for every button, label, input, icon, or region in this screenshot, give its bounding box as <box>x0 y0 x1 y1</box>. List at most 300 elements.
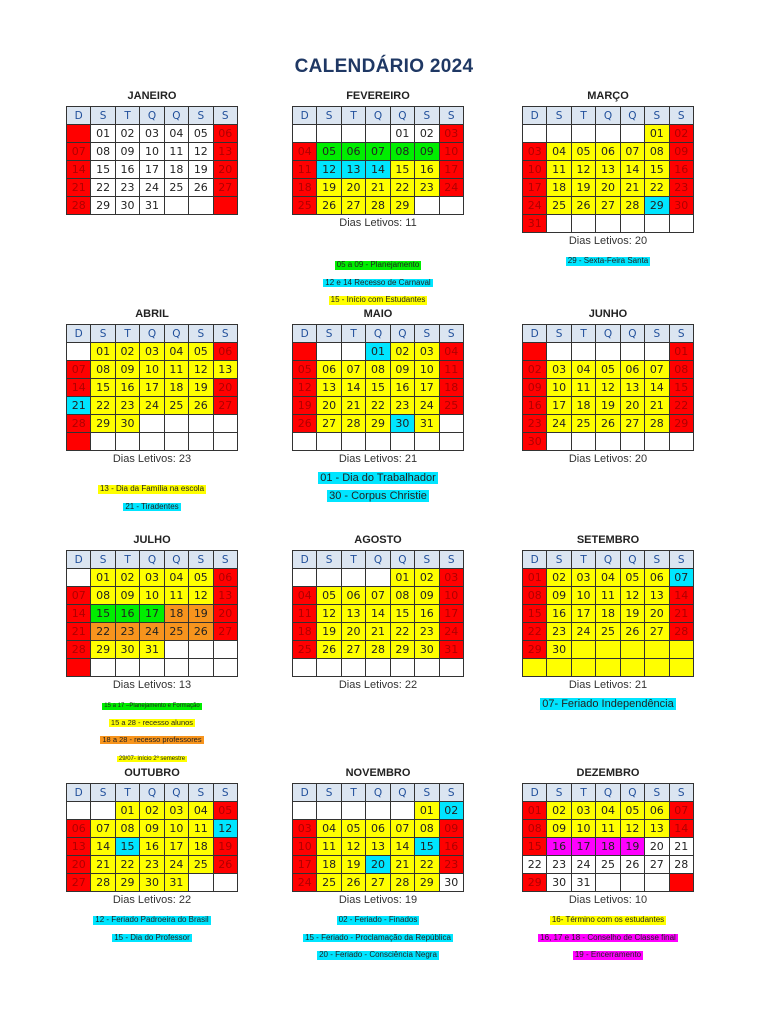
day-cell: 14 <box>390 838 414 856</box>
day-cell: 13 <box>213 143 237 161</box>
day-cell <box>645 215 669 233</box>
day-cell: 16 <box>439 838 463 856</box>
day-cell: 06 <box>341 143 365 161</box>
dias-letivos: Dias Letivos: 20 <box>568 235 648 247</box>
month-table <box>66 324 238 451</box>
weekday-header-row <box>67 551 238 569</box>
day-cell: 04 <box>547 143 571 161</box>
month-name: JUNHO <box>588 308 628 320</box>
day-cell: 08 <box>115 820 139 838</box>
day-cell: 08 <box>91 587 115 605</box>
day-cell: 31 <box>140 641 164 659</box>
legend-note: 20 - Feriado - Consciência Negra <box>319 950 437 960</box>
day-cell: 27 <box>620 415 644 433</box>
month-name: AGOSTO <box>354 534 402 546</box>
day-cell: 02 <box>140 802 164 820</box>
week-row <box>293 161 464 179</box>
day-cell: 18 <box>571 397 595 415</box>
day-cell: 18 <box>189 838 213 856</box>
day-cell <box>317 569 341 587</box>
day-cell: 24 <box>571 623 595 641</box>
week-row <box>523 125 694 143</box>
day-cell <box>439 433 463 451</box>
day-cell <box>620 433 644 451</box>
weekday-header: S <box>669 325 693 343</box>
day-cell: 05 <box>213 802 237 820</box>
day-cell: 28 <box>390 874 414 892</box>
day-cell: 30 <box>115 415 139 433</box>
day-cell: 24 <box>164 856 188 874</box>
day-cell: 18 <box>547 179 571 197</box>
weekday-header: S <box>189 784 213 802</box>
day-cell: 17 <box>571 838 595 856</box>
week-row <box>293 415 464 433</box>
day-cell: 05 <box>571 143 595 161</box>
day-cell: 26 <box>189 397 213 415</box>
day-cell <box>189 641 213 659</box>
day-cell: 01 <box>669 343 693 361</box>
week-row <box>67 179 238 197</box>
day-cell <box>439 415 463 433</box>
day-cell: 04 <box>317 820 341 838</box>
month-notes <box>522 909 694 962</box>
day-cell: 13 <box>620 379 644 397</box>
day-cell: 16 <box>115 379 139 397</box>
day-cell: 14 <box>67 379 91 397</box>
day-cell: 30 <box>115 197 139 215</box>
weekday-header: Q <box>366 107 390 125</box>
day-cell: 05 <box>317 143 341 161</box>
legend-note: 15 - Feriado - Proclamação da República <box>305 932 451 942</box>
day-cell: 15 <box>366 379 390 397</box>
day-cell <box>213 433 237 451</box>
weekday-header: D <box>293 325 317 343</box>
day-cell <box>645 659 669 677</box>
day-cell: 10 <box>439 143 463 161</box>
legend-note: 15 a 17 –Planejamento e Formação <box>104 703 200 709</box>
week-row <box>523 838 694 856</box>
day-cell <box>366 569 390 587</box>
legend-note: 12 - Feriado Padroeira do Brasil <box>95 915 209 924</box>
weekday-header: Q <box>596 107 620 125</box>
day-cell <box>645 874 669 892</box>
day-cell: 06 <box>341 587 365 605</box>
day-cell: 13 <box>366 838 390 856</box>
day-cell <box>547 343 571 361</box>
day-cell <box>620 215 644 233</box>
day-cell: 07 <box>91 820 115 838</box>
day-cell: 14 <box>645 379 669 397</box>
legend-note: 12 e 14 Recesso de Carnaval <box>325 277 431 287</box>
week-row <box>293 125 464 143</box>
week-row <box>293 874 464 892</box>
month-name: JANEIRO <box>127 90 177 102</box>
day-cell: 27 <box>366 874 390 892</box>
day-cell: 12 <box>620 587 644 605</box>
day-cell: 14 <box>366 161 390 179</box>
day-cell: 13 <box>596 161 620 179</box>
month-table <box>522 783 694 892</box>
weekday-header: S <box>669 551 693 569</box>
day-cell: 26 <box>317 641 341 659</box>
week-row <box>523 379 694 397</box>
month-name: OUTUBRO <box>124 767 180 779</box>
day-cell: 25 <box>164 397 188 415</box>
weekday-header: Q <box>390 107 414 125</box>
day-cell: 02 <box>523 361 547 379</box>
day-cell: 01 <box>91 125 115 143</box>
day-cell: 01 <box>390 125 414 143</box>
day-cell: 20 <box>645 838 669 856</box>
day-cell <box>317 125 341 143</box>
day-cell: 09 <box>547 820 571 838</box>
day-cell: 16 <box>115 161 139 179</box>
day-cell <box>620 343 644 361</box>
weekday-header: Q <box>366 551 390 569</box>
weekday-header-row <box>67 107 238 125</box>
day-cell: 01 <box>390 569 414 587</box>
month-notes <box>522 250 694 268</box>
week-row <box>523 161 694 179</box>
week-row <box>523 397 694 415</box>
dias-letivos: Dias Letivos: 19 <box>338 894 418 906</box>
day-cell: 04 <box>189 802 213 820</box>
day-cell: 31 <box>164 874 188 892</box>
week-row <box>293 605 464 623</box>
weekday-header: D <box>293 784 317 802</box>
day-cell: 02 <box>390 343 414 361</box>
day-cell: 25 <box>547 197 571 215</box>
week-row <box>293 659 464 677</box>
day-cell: 04 <box>596 569 620 587</box>
legend-note: 15 a 28 - recesso alunos <box>110 717 194 727</box>
day-cell: 05 <box>189 125 213 143</box>
day-cell: 10 <box>415 361 439 379</box>
legend-note: 30 - Corpus Christie <box>329 489 427 502</box>
day-cell: 30 <box>439 874 463 892</box>
day-cell: 03 <box>571 802 595 820</box>
legend-note: 29 - Sexta-Feira Santa <box>567 256 649 265</box>
day-cell <box>189 874 213 892</box>
day-cell: 16 <box>669 161 693 179</box>
day-cell <box>317 802 341 820</box>
day-cell: 31 <box>415 415 439 433</box>
day-cell: 30 <box>669 197 693 215</box>
day-cell <box>341 343 365 361</box>
legend-note: 15 - Dia do Professor <box>114 932 190 942</box>
day-cell <box>415 659 439 677</box>
weekday-header: Q <box>164 107 188 125</box>
day-cell: 16 <box>390 379 414 397</box>
day-cell: 20 <box>213 379 237 397</box>
day-cell: 23 <box>115 397 139 415</box>
day-cell: 28 <box>669 623 693 641</box>
weekday-header: S <box>439 551 463 569</box>
day-cell: 22 <box>91 397 115 415</box>
day-cell: 01 <box>115 802 139 820</box>
month-name: NOVEMBRO <box>345 767 411 779</box>
day-cell: 07 <box>390 820 414 838</box>
day-cell: 23 <box>115 623 139 641</box>
weekday-header: S <box>317 325 341 343</box>
weekday-header: T <box>115 784 139 802</box>
day-cell <box>669 641 693 659</box>
day-cell: 17 <box>547 397 571 415</box>
weekday-header: S <box>317 551 341 569</box>
day-cell: 06 <box>645 569 669 587</box>
day-cell <box>341 433 365 451</box>
week-row <box>293 623 464 641</box>
day-cell: 31 <box>571 874 595 892</box>
week-row <box>67 659 238 677</box>
week-row <box>293 433 464 451</box>
day-cell: 19 <box>189 161 213 179</box>
day-cell: 08 <box>366 361 390 379</box>
day-cell: 17 <box>439 605 463 623</box>
day-cell: 24 <box>571 856 595 874</box>
legend-note: 01 - Dia do Trabalhador <box>320 472 436 484</box>
day-cell <box>140 415 164 433</box>
week-row <box>67 397 238 415</box>
weekday-header-row <box>67 325 238 343</box>
day-cell: 14 <box>366 605 390 623</box>
day-cell: 06 <box>620 361 644 379</box>
day-cell: 21 <box>390 856 414 874</box>
day-cell: 30 <box>115 641 139 659</box>
weekday-header: Q <box>140 325 164 343</box>
day-cell: 17 <box>439 161 463 179</box>
day-cell: 13 <box>213 361 237 379</box>
day-cell: 10 <box>140 143 164 161</box>
day-cell <box>115 433 139 451</box>
day-cell: 03 <box>523 143 547 161</box>
day-cell: 23 <box>390 397 414 415</box>
day-cell <box>213 641 237 659</box>
weekday-header: Q <box>390 784 414 802</box>
day-cell: 06 <box>213 569 237 587</box>
day-cell <box>547 125 571 143</box>
day-cell: 01 <box>415 802 439 820</box>
legend-note: 18 a 28 - recesso professores <box>102 735 202 745</box>
week-row <box>293 802 464 820</box>
week-row <box>67 433 238 451</box>
day-cell: 07 <box>366 143 390 161</box>
month-name: MAIO <box>363 308 393 320</box>
day-cell: 06 <box>213 125 237 143</box>
week-row <box>523 433 694 451</box>
week-row <box>67 125 238 143</box>
day-cell <box>390 802 414 820</box>
day-cell: 02 <box>115 125 139 143</box>
day-cell <box>596 874 620 892</box>
day-cell: 03 <box>164 802 188 820</box>
day-cell: 28 <box>67 415 91 433</box>
day-cell: 12 <box>317 161 341 179</box>
day-cell: 02 <box>669 125 693 143</box>
day-cell <box>213 197 237 215</box>
day-cell: 18 <box>596 605 620 623</box>
day-cell: 18 <box>293 179 317 197</box>
week-row <box>293 838 464 856</box>
day-cell <box>596 125 620 143</box>
dias-letivos: Dias Letivos: 22 <box>338 679 418 691</box>
day-cell: 12 <box>596 379 620 397</box>
day-cell: 29 <box>390 197 414 215</box>
day-cell: 03 <box>571 569 595 587</box>
month-notes <box>292 254 464 307</box>
weekday-header: Q <box>140 107 164 125</box>
month-notes <box>66 909 238 944</box>
day-cell: 26 <box>620 623 644 641</box>
day-cell: 07 <box>645 361 669 379</box>
day-cell: 21 <box>366 623 390 641</box>
weekday-header: S <box>645 107 669 125</box>
day-cell: 22 <box>91 179 115 197</box>
day-cell: 17 <box>293 856 317 874</box>
day-cell: 10 <box>293 838 317 856</box>
day-cell <box>523 659 547 677</box>
day-cell: 30 <box>390 415 414 433</box>
day-cell: 15 <box>523 838 547 856</box>
day-cell: 15 <box>390 161 414 179</box>
weekday-header: D <box>523 551 547 569</box>
day-cell: 15 <box>91 161 115 179</box>
weekday-header: Q <box>620 784 644 802</box>
day-cell <box>390 433 414 451</box>
day-cell: 02 <box>115 569 139 587</box>
day-cell: 29 <box>91 415 115 433</box>
day-cell: 26 <box>293 415 317 433</box>
day-cell: 28 <box>645 415 669 433</box>
day-cell: 12 <box>189 587 213 605</box>
day-cell: 14 <box>669 587 693 605</box>
day-cell: 28 <box>67 641 91 659</box>
day-cell: 04 <box>571 361 595 379</box>
day-cell <box>620 874 644 892</box>
day-cell: 31 <box>140 197 164 215</box>
weekday-header: S <box>213 784 237 802</box>
day-cell: 20 <box>317 397 341 415</box>
day-cell <box>293 433 317 451</box>
day-cell: 31 <box>439 641 463 659</box>
day-cell: 27 <box>213 397 237 415</box>
week-row <box>67 874 238 892</box>
day-cell: 11 <box>164 587 188 605</box>
day-cell: 23 <box>547 856 571 874</box>
week-row <box>67 623 238 641</box>
week-row <box>67 415 238 433</box>
day-cell <box>189 659 213 677</box>
day-cell: 27 <box>213 179 237 197</box>
day-cell <box>415 433 439 451</box>
dias-letivos: Dias Letivos: 10 <box>568 894 648 906</box>
day-cell <box>67 343 91 361</box>
day-cell <box>571 659 595 677</box>
day-cell: 13 <box>341 605 365 623</box>
day-cell <box>645 641 669 659</box>
month-name: DEZEMBRO <box>576 767 640 779</box>
weekday-header-row <box>293 551 464 569</box>
day-cell <box>645 433 669 451</box>
day-cell: 29 <box>669 415 693 433</box>
day-cell: 01 <box>523 569 547 587</box>
day-cell: 21 <box>366 179 390 197</box>
day-cell: 21 <box>67 397 91 415</box>
weekday-header: S <box>547 551 571 569</box>
month-name: FEVEREIRO <box>346 90 410 102</box>
day-cell: 16 <box>115 605 139 623</box>
day-cell: 18 <box>164 161 188 179</box>
day-cell: 24 <box>547 415 571 433</box>
day-cell <box>571 641 595 659</box>
day-cell: 11 <box>596 820 620 838</box>
day-cell <box>571 343 595 361</box>
weekday-header: S <box>415 784 439 802</box>
day-cell: 09 <box>115 143 139 161</box>
day-cell: 28 <box>341 415 365 433</box>
day-cell <box>341 125 365 143</box>
weekday-header: Q <box>140 551 164 569</box>
weekday-header: Q <box>164 551 188 569</box>
weekday-header: S <box>645 551 669 569</box>
day-cell: 30 <box>523 433 547 451</box>
day-cell: 28 <box>366 641 390 659</box>
day-cell <box>596 433 620 451</box>
day-cell: 26 <box>571 197 595 215</box>
weekday-header: S <box>189 325 213 343</box>
day-cell: 08 <box>91 361 115 379</box>
week-row <box>67 143 238 161</box>
day-cell: 15 <box>669 379 693 397</box>
day-cell <box>571 433 595 451</box>
month-table <box>522 324 694 451</box>
day-cell: 07 <box>620 143 644 161</box>
day-cell: 18 <box>164 605 188 623</box>
day-cell: 25 <box>439 397 463 415</box>
day-cell: 22 <box>415 856 439 874</box>
day-cell: 07 <box>341 361 365 379</box>
day-cell: 22 <box>523 856 547 874</box>
day-cell <box>439 197 463 215</box>
day-cell: 20 <box>596 179 620 197</box>
day-cell: 22 <box>390 179 414 197</box>
day-cell: 27 <box>213 623 237 641</box>
day-cell <box>213 415 237 433</box>
day-cell <box>620 659 644 677</box>
day-cell: 28 <box>366 197 390 215</box>
day-cell: 19 <box>341 856 365 874</box>
weekday-header: T <box>571 551 595 569</box>
day-cell: 15 <box>91 379 115 397</box>
day-cell: 22 <box>366 397 390 415</box>
day-cell: 20 <box>213 605 237 623</box>
weekday-header-row <box>293 784 464 802</box>
day-cell: 06 <box>317 361 341 379</box>
day-cell: 30 <box>547 874 571 892</box>
day-cell: 27 <box>341 197 365 215</box>
day-cell: 25 <box>596 856 620 874</box>
day-cell: 18 <box>439 379 463 397</box>
day-cell: 06 <box>645 802 669 820</box>
day-cell <box>293 343 317 361</box>
month-name: JULHO <box>133 534 171 546</box>
week-row <box>67 379 238 397</box>
day-cell: 20 <box>341 179 365 197</box>
day-cell: 22 <box>523 623 547 641</box>
day-cell: 22 <box>669 397 693 415</box>
day-cell: 21 <box>341 397 365 415</box>
day-cell: 31 <box>523 215 547 233</box>
